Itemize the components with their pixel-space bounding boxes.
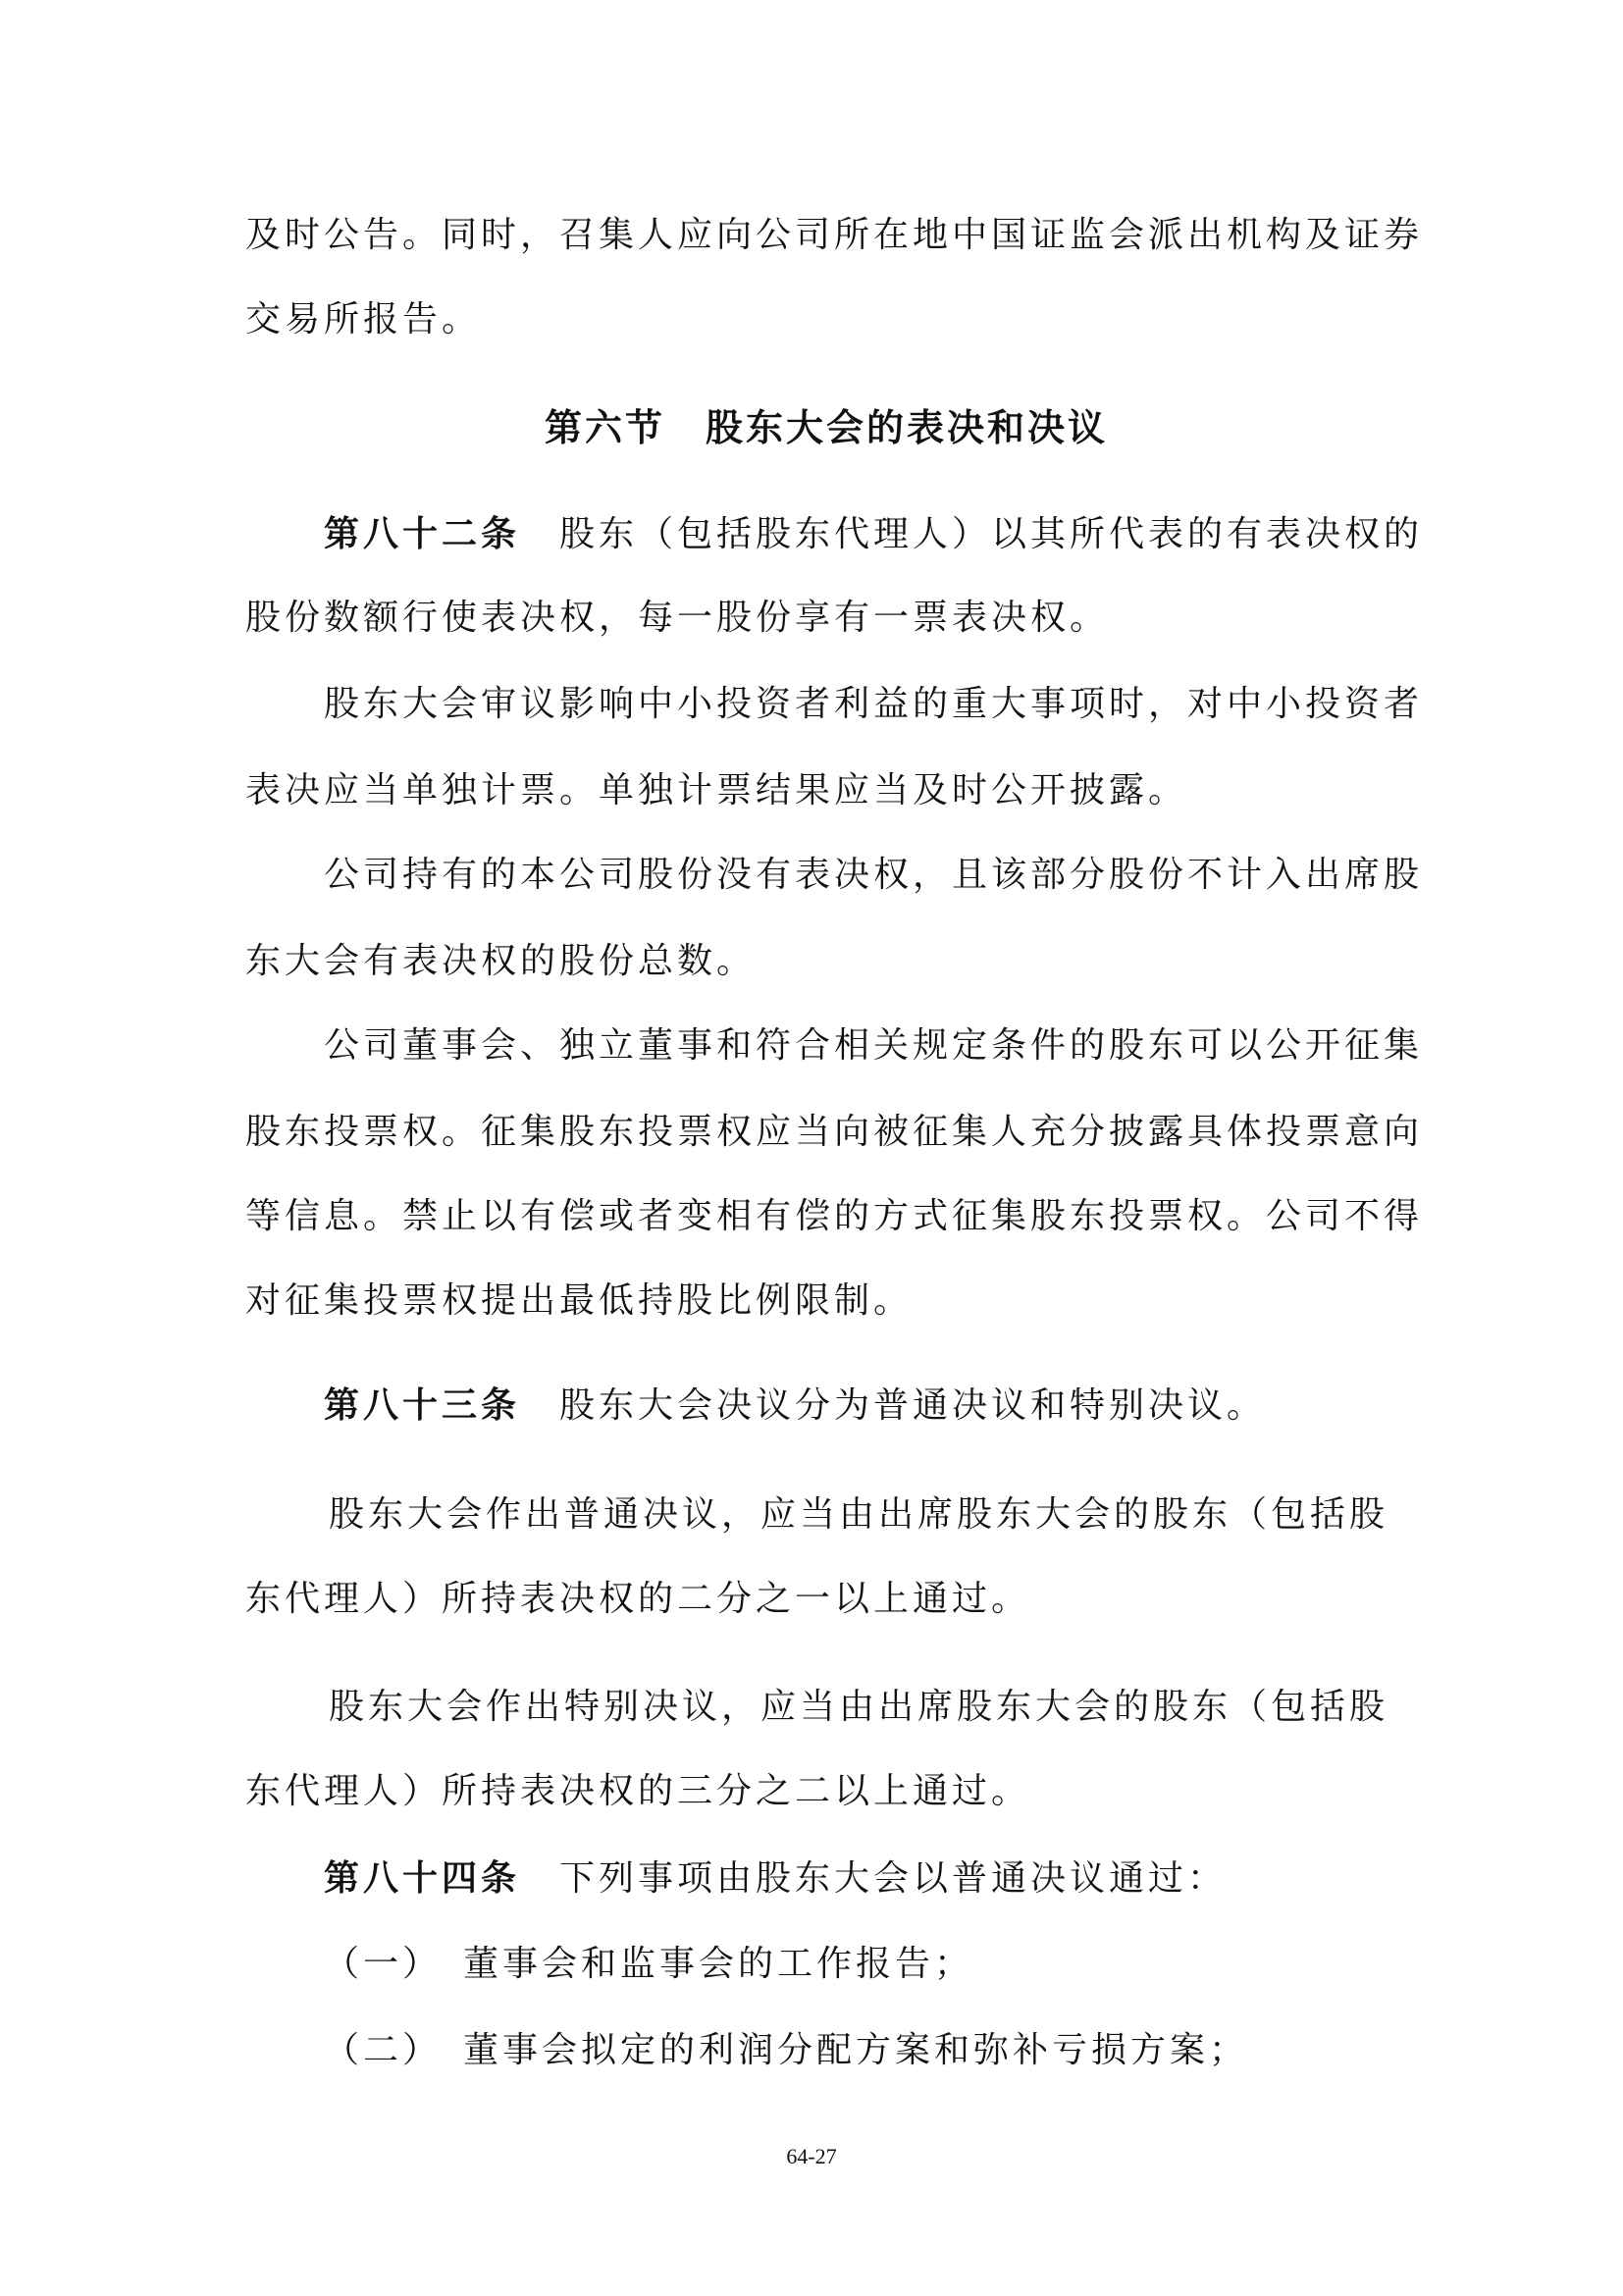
article-82-p2-line-2: 表决应当单独计票。单独计票结果应当及时公开披露。 [245,770,1188,810]
article-82-p4-line-3: 等信息。禁止以有偿或者变相有偿的方式征集股东投票权。公司不得 [245,1196,1424,1236]
article-82-line-2: 股份数额行使表决权，每一股份享有一票表决权。 [245,598,1110,638]
article-82-line-1 [324,510,1423,558]
article-83-p2-line-1: 股东大会作出普通决议，应当由出席股东大会的股东（包括股 [329,1494,1389,1535]
article-84-label: 第八十四条 [324,1857,521,1899]
page-number: 64-27 [786,2144,837,2168]
continuation-line-1: 及时公告。同时，召集人应向公司所在地中国证监会派出机构及证券 [245,215,1424,255]
article-83-line-1 [324,1382,1266,1430]
article-82-p4-line-2: 股东投票权。征集股东投票权应当向被征集人充分披露具体投票意向 [245,1112,1424,1152]
article-82-p4-line-1: 公司董事会、独立董事和符合相关规定条件的股东可以公开征集 [324,1025,1424,1066]
article-84-item-1: （一） 董事会和监事会的工作报告； [324,1944,974,1984]
article-82-p3-line-2: 东大会有表决权的股份总数。 [245,941,757,981]
article-83-p3-line-2: 东代理人）所持表决权的三分之二以上通过。 [245,1771,1031,1811]
article-83-text: 股东大会决议分为普通决议和特别决议。 [520,1385,1267,1426]
article-82-text: 股东（包括股东代理人）以其所代表的有表决权的 [520,514,1424,554]
article-84-item-2: （二） 董事会拟定的利润分配方案和弥补亏损方案； [324,2030,1249,2070]
article-84-line-1 [324,1854,1227,1903]
article-83-p2-line-2: 东代理人）所持表决权的二分之一以上通过。 [245,1579,1031,1619]
article-82-label: 第八十二条 [324,513,521,554]
article-82-p4-line-4: 对征集投票权提出最低持股比例限制。 [245,1280,914,1321]
continuation-line-2: 交易所报告。 [245,299,482,339]
article-82-p2-line-1: 股东大会审议影响中小投资者利益的重大事项时，对中小投资者 [324,684,1424,724]
article-84-text: 下列事项由股东大会以普通决议通过： [520,1858,1228,1899]
section-title: 第六节 股东大会的表决和决议 [545,405,1109,449]
article-82-p3-line-1: 公司持有的本公司股份没有表决权，且该部分股份不计入出席股 [324,855,1424,895]
article-83-label: 第八十三条 [324,1384,521,1426]
article-83-p3-line-1: 股东大会作出特别决议，应当由出席股东大会的股东（包括股 [329,1687,1389,1727]
